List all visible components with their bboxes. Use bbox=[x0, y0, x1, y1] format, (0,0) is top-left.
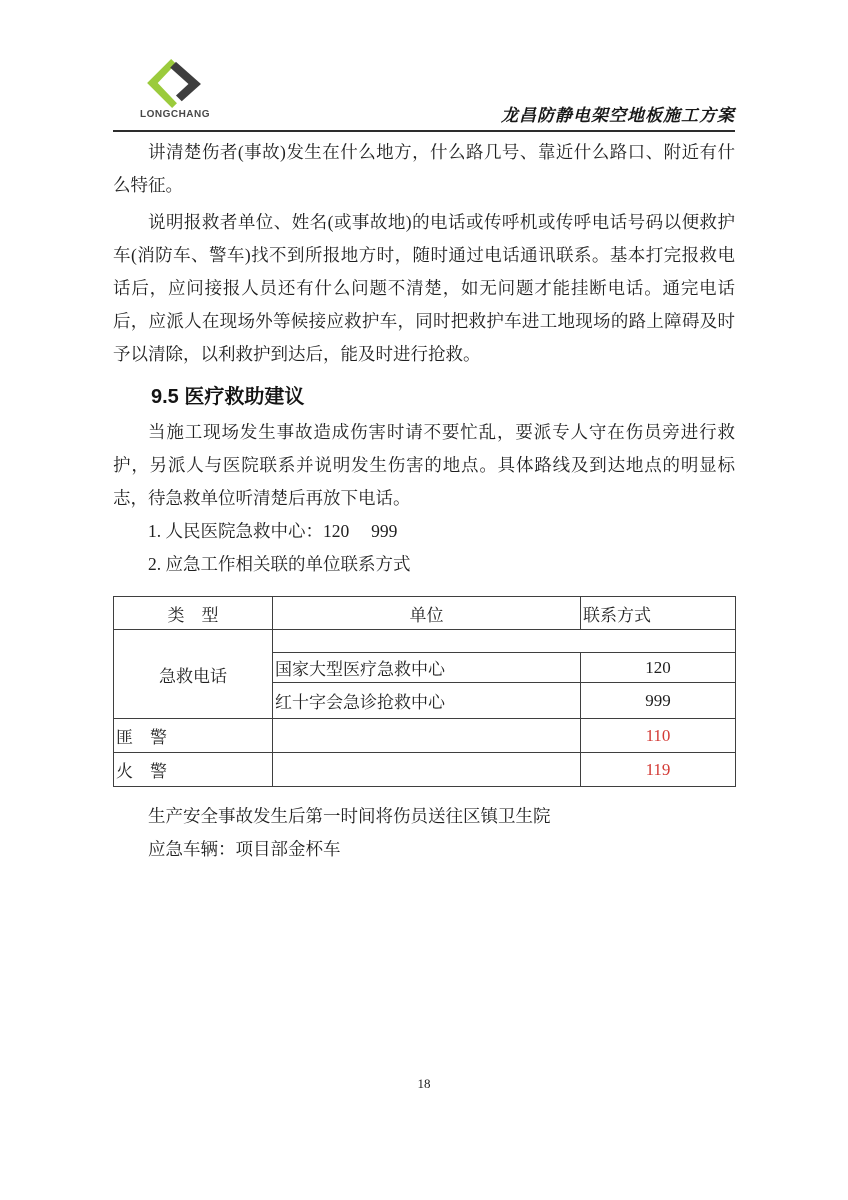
cell-unit-redcross-center: 红十字会急诊抢救中心 bbox=[273, 683, 581, 719]
cell-unit-national-center: 国家大型医疗急救中心 bbox=[273, 653, 581, 683]
cell-tel-119: 119 bbox=[581, 753, 736, 787]
emergency-contacts-table bbox=[113, 596, 736, 787]
table-row-emergency-group bbox=[114, 630, 736, 653]
cell-tel-999: 999 bbox=[581, 683, 736, 719]
page-content bbox=[113, 0, 735, 866]
cell-fire-unit-empty bbox=[273, 753, 581, 787]
brand-text: LONGCHANG bbox=[139, 109, 211, 120]
list-item-hospital: 1. 人民医院急救中心：120 999 bbox=[148, 521, 398, 541]
company-logo bbox=[135, 58, 215, 120]
paragraph-medical-advice: 当施工现场发生事故造成伤害时请不要忙乱，要派专人守在伤员旁进行救护，另派人与医院联系并说明发生伤害的地点。具体路线及到达地点的明显标志，待急救单位听清楚后再放下电话。 bbox=[113, 422, 735, 508]
table-header-unit: 单位 bbox=[273, 597, 581, 630]
table-header-type: 类 型 bbox=[114, 597, 273, 630]
cell-emergency-label: 急救电话 bbox=[114, 630, 273, 719]
paragraph-report-location: 讲清楚伤者(事故)发生在什么地方，什么路几号、靠近什么路口、附近有什么特征。 bbox=[113, 142, 735, 195]
doc-header-title: 龙昌防静电架空地板施工方案 bbox=[501, 106, 735, 125]
longchang-logo-icon bbox=[146, 58, 204, 108]
cell-police-label: 匪 警 bbox=[114, 719, 273, 753]
table-row-fire bbox=[114, 753, 736, 787]
document-header bbox=[113, 58, 735, 128]
cell-tel-120: 120 bbox=[581, 653, 736, 683]
list-item-units: 2. 应急工作相关联的单位联系方式 bbox=[148, 554, 411, 574]
cell-tel-110: 110 bbox=[581, 719, 736, 753]
page-number: 18 bbox=[417, 1076, 431, 1091]
cell-fire-label: 火 警 bbox=[114, 753, 273, 787]
cell-police-unit-empty bbox=[273, 719, 581, 753]
table-row-police bbox=[114, 719, 736, 753]
note-emergency-vehicle: 应急车辆：项目部金杯车 bbox=[148, 839, 341, 859]
cell-emergency-empty bbox=[273, 630, 736, 653]
section-heading-9-5: 9.5 医疗救助建议 bbox=[151, 386, 305, 408]
table-header-row bbox=[114, 597, 736, 630]
table-header-contact: 联系方式 bbox=[581, 597, 736, 630]
header-divider bbox=[113, 130, 735, 132]
after-table-notes bbox=[113, 800, 735, 866]
paragraph-report-contact: 说明报救者单位、姓名(或事故地)的电话或传呼机或传呼电话号码以便救护车(消防车、警车)找不到所报地方时，随时通过电话通讯联系。基本打完报救电话后，应问接报人员还有什么问题不清楚，如无问题才能挂断电话。通完电话后，应派人在现场外等候接应救护车，同时把救护车进工地现场的路上障碍及时予以清除，以利救护到达后，能及时进行抢救。 bbox=[113, 212, 735, 364]
note-send-to-clinic: 生产安全事故发生后第一时间将伤员送往区镇卫生院 bbox=[148, 806, 551, 826]
